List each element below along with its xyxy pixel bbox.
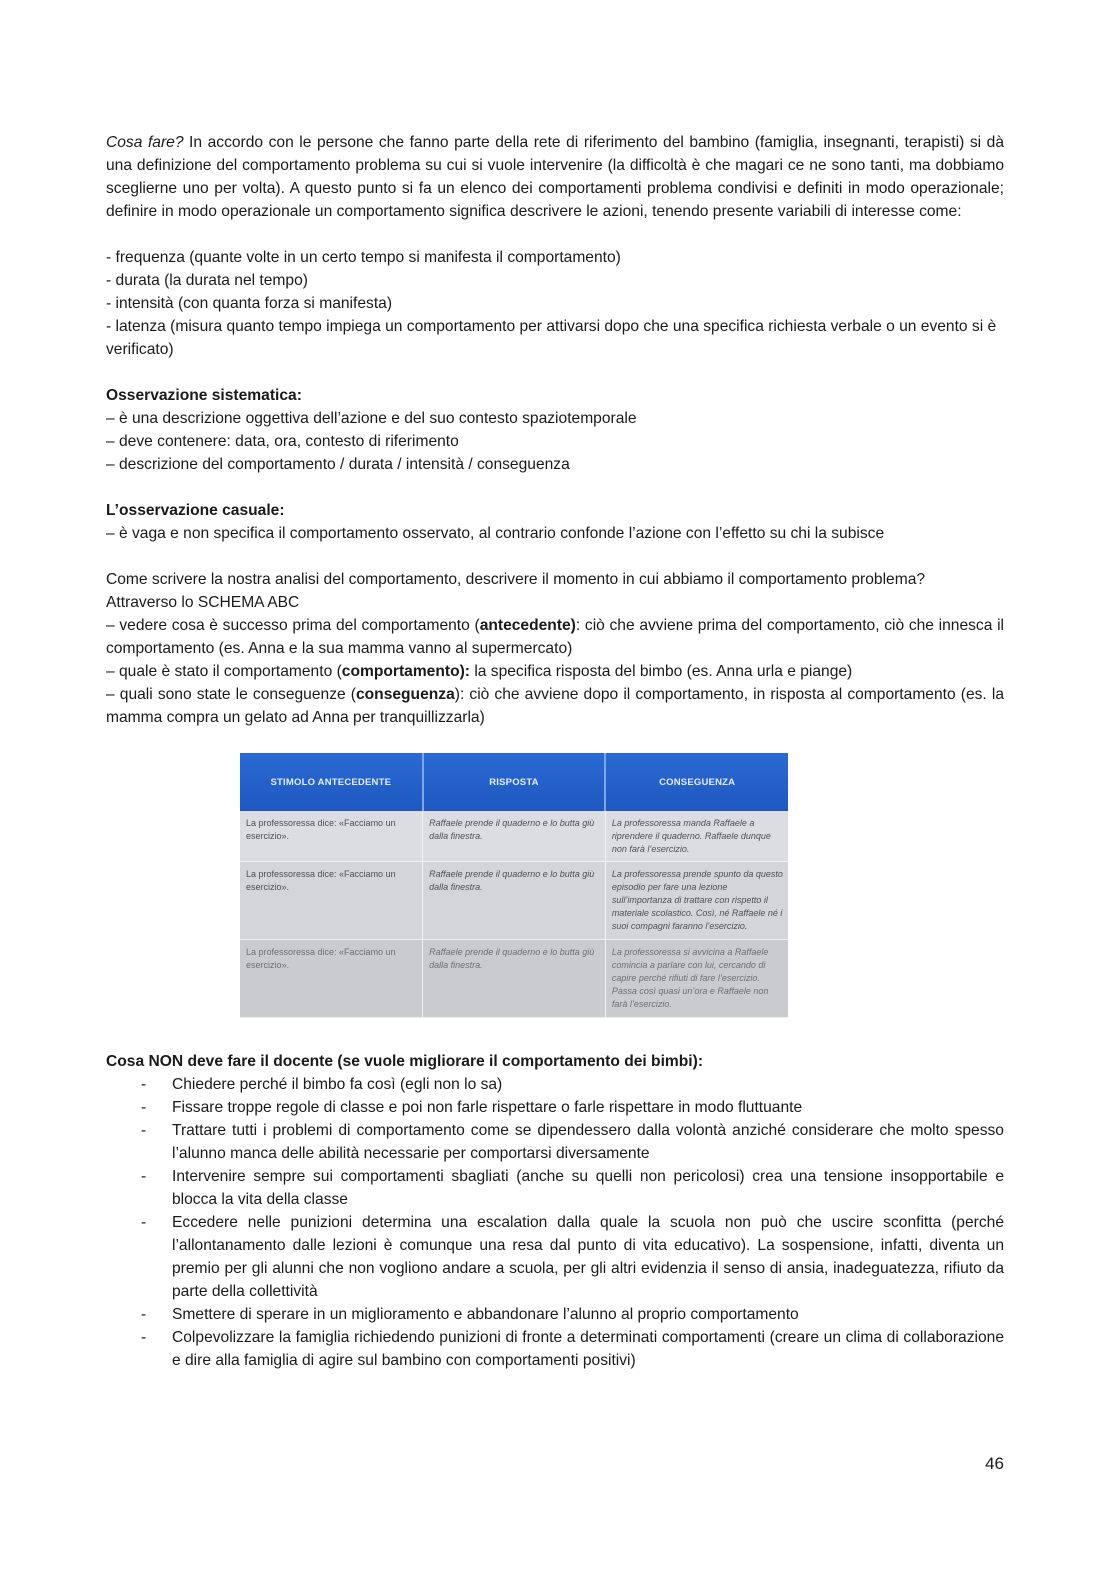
list-item: - Chiedere perché il bimbo fa così (egli non lo sa) <box>172 1073 1004 1096</box>
abc-item-behaviour: – quale è stato il comportamento (comportamento): la specifica risposta del bimbo (es. Anna urla e piange) <box>106 663 853 680</box>
table-cell: La professoressa dice: «Facciamo un esercizio». <box>240 940 423 1018</box>
abc-item-consequence: – quali sono state le conseguenze (conseguenza): ciò che avviene dopo il comportamento, in risposta al comportamento (es. la mamma compra un gelato ad Anna per tranquillizzarla) <box>106 686 1004 726</box>
casual-title: L’osservazione casuale: <box>106 502 285 519</box>
variable-item: - durata (la durata nel tempo) <box>106 272 308 289</box>
table-cell: Raffaele prende il quaderno e lo butta giù dalla finestra. <box>423 940 606 1018</box>
dont-list <box>106 1073 1004 1372</box>
abc-table-photo <box>240 753 788 1018</box>
list-item: - Eccedere nelle punizioni determina una escalation dalla quale la scuola non può che uscire sconfitta (perché l’allontanamento dalle lezioni è comunque una resa dal punto di vita educativo). La sospensione, infatti, diventa un premio per gli alunni che non vogliono andare a scuola, per gli altri evidenzia il senso di ansia, inadeguatezza, rifiuto da parte della collettività <box>172 1211 1004 1303</box>
list-item: - Colpevolizzare la famiglia richiedendo punizioni di fronte a determinati comportamenti (creare un clima di collaborazione e dire alla famiglia di agire sul bambino con comportamenti positivi) <box>172 1326 1004 1372</box>
table-cell: Raffaele prende il quaderno e lo butta giù dalla finestra. <box>423 811 606 862</box>
list-item: - Fissare troppe regole di classe e poi non farle rispettare o farle rispettare in modo fluttuante <box>172 1096 1004 1119</box>
table-cell: La professoressa dice: «Facciamo un esercizio». <box>240 862 423 940</box>
table-cell: La professoressa prende spunto da questo episodio per fare una lezione sull’importanza di trattare con rispetto il materiale scolastico. Così, né Raffaele né i suoi compagni faranno l’esercizio. <box>605 862 788 940</box>
list-item: - Intervenire sempre sui comportamenti sbagliati (anche su quelli non pericolosi) crea una tensione insopportabile e blocca la vita della classe <box>172 1165 1004 1211</box>
list-item: - Smettere di sperare in un miglioramento e abbandonare l’alunno al proprio comportamento <box>172 1303 1004 1326</box>
variable-item: - latenza (misura quanto tempo impiega un comportamento per attivarsi dopo che una specifica richiesta verbale o un evento si è verificato) <box>106 318 997 358</box>
table-cell: La professoressa dice: «Facciamo un esercizio». <box>240 811 423 862</box>
casual-line: – è vaga e non specifica il comportamento osservato, al contrario confonde l’azione con l’effetto su chi la subisce <box>106 525 885 542</box>
table-row <box>240 811 788 862</box>
table-row <box>240 862 788 940</box>
systematic-line: – deve contenere: data, ora, contesto di riferimento <box>106 433 459 450</box>
table-cell: La professoressa si avvicina a Raffaele comincia a parlare con lui, cercando di capire perché rifiuti di fare l’esercizio. Passa così quasi un’ora e Raffaele non farà l’esercizio. <box>605 940 788 1018</box>
page-number: 46 <box>985 1454 1004 1473</box>
abc-table <box>240 753 788 1018</box>
variable-item: - intensità (con quanta forza si manifesta) <box>106 295 393 312</box>
dont-title: Cosa NON deve fare il docente (se vuole migliorare il comportamento dei bimbi): <box>106 1053 704 1070</box>
page-content <box>106 131 1004 1372</box>
table-header: RISPOSTA <box>423 753 606 811</box>
abc-question: Come scrivere la nostra analisi del comportamento, descrivere il momento in cui abbiamo il comportamento problema? <box>106 571 926 588</box>
variables-list <box>106 246 1004 361</box>
table-cell: La professoressa manda Raffaele a riprendere il quaderno. Raffaele dunque non farà l’esercizio. <box>605 811 788 862</box>
abc-item-antecedent: – vedere cosa è successo prima del comportamento (antecedente): ciò che avviene prima del comportamento, ciò che innesca il comportamento (es. Anna e la sua mamma vanno al supermercato) <box>106 617 1004 657</box>
systematic-title: Osservazione sistematica: <box>106 387 302 404</box>
table-header: CONSEGUENZA <box>605 753 788 811</box>
table-header: STIMOLO ANTECEDENTE <box>240 753 423 811</box>
intro-lead: Cosa fare? <box>106 134 184 151</box>
table-row <box>240 940 788 1018</box>
abc-via: Attraverso lo SCHEMA ABC <box>106 594 300 611</box>
intro-paragraph <box>106 131 1004 223</box>
systematic-line: – descrizione del comportamento / durata / intensità / conseguenza <box>106 456 570 473</box>
table-cell: Raffaele prende il quaderno e lo butta giù dalla finestra. <box>423 862 606 940</box>
intro-text: In accordo con le persone che fanno parte della rete di riferimento del bambino (famiglia, insegnanti, terapisti) si dà una definizione del comportamento problema su cui si vuole intervenire (la difficoltà è che magari ce ne sono tanti, ma dobbiamo sceglierne uno per volta). A questo punto si fa un elenco dei comportamenti problema condivisi e definiti in modo operazionale; definire in modo operazionale un comportamento significa descrivere le azioni, tenendo presente variabili di interesse come: <box>106 134 1004 220</box>
systematic-line: – è una descrizione oggettiva dell’azione e del suo contesto spaziotemporale <box>106 410 637 427</box>
list-item: - Trattare tutti i problemi di comportamento come se dipendessero dalla volontà anziché considerare che molto spesso l’alunno manca delle abilità necessarie per comportarsi diversamente <box>172 1119 1004 1165</box>
variable-item: - frequenza (quante volte in un certo tempo si manifesta il comportamento) <box>106 249 621 266</box>
